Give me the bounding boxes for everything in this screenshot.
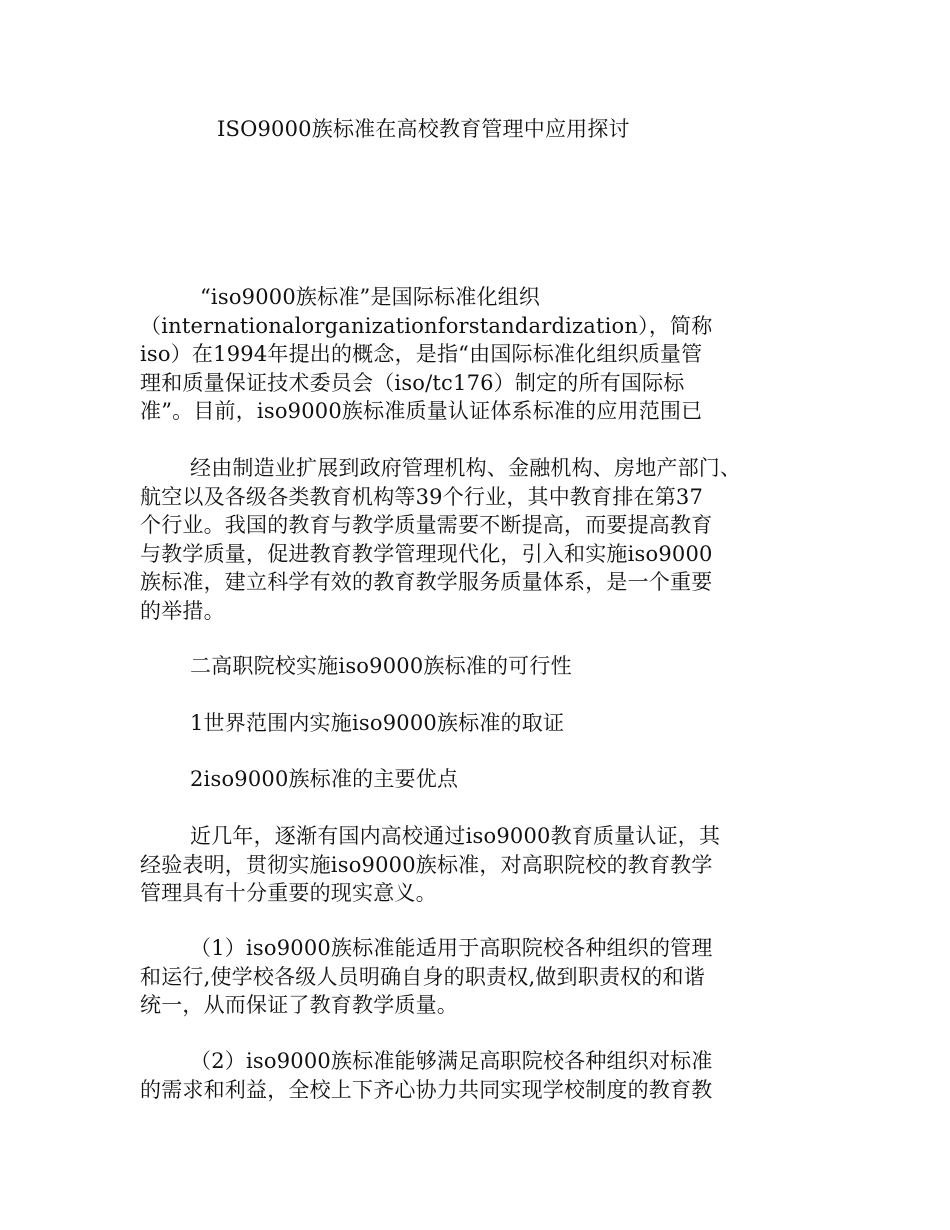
paragraph-line: 统一，从而保证了教育教学质量。 (140, 993, 458, 1018)
paragraph-line: 的举措。 (140, 598, 225, 623)
paragraph-line: 理和质量保证技术委员会（iso/tc176）制定的所有国际标 (140, 370, 685, 395)
paragraph-line: 与教学质量，促进教育教学管理现代化，引入和实施iso9000 (140, 541, 713, 566)
paragraph-line: 族标准，建立科学有效的教育教学服务质量体系，是一个重要 (140, 570, 713, 595)
paragraph-point-two (140, 1047, 830, 1104)
paragraph-line: 经验表明，贯彻实施iso9000族标准，对高职院校的教育教学 (140, 852, 713, 877)
paragraph-line: （internationalorganizationforstandardization），简称 (140, 313, 713, 338)
heading-line: 二高职院校实施iso9000族标准的可行性 (190, 654, 572, 678)
section-heading-global-certification (140, 709, 830, 738)
paragraph-point-one (140, 934, 830, 1020)
paragraph-line: 的需求和利益，全校上下齐心协力共同实现学校制度的教育教 (140, 1077, 713, 1102)
section-heading-main-advantages (140, 765, 830, 794)
paragraph-iso-definition (140, 283, 830, 426)
paragraph-application-scope (140, 454, 830, 626)
paragraph-line: （1）iso9000族标准能适用于高职院校各种组织的管理 (190, 936, 713, 960)
paragraph-line: 和运行,使学校各级人员明确自身的职责权,做到职责权的和谐 (140, 964, 705, 989)
document-title: ISO9000族标准在高校教育管理中应用探讨 (217, 117, 630, 141)
paragraph-line: “iso9000族标准”是国际标准化组织 (200, 285, 541, 309)
paragraph-line: iso）在1994年提出的概念，是指“由国际标准化组织质量管 (140, 342, 703, 367)
paragraph-line: 个行业。我国的教育与教学质量需要不断提高，而要提高教育 (140, 513, 713, 538)
paragraph-line: 航空以及各级各类教育机构等39个行业，其中教育排在第37 (140, 484, 704, 509)
paragraph-line: 近几年，逐渐有国内高校通过iso9000教育质量认证，其 (190, 824, 721, 848)
paragraph-domestic-experience (140, 822, 830, 908)
paragraph-line: 经由制造业扩展到政府管理机构、金融机构、房地产部门、 (190, 456, 742, 480)
paragraph-line: 管理具有十分重要的现实意义。 (140, 881, 437, 906)
heading-line: 2iso9000族标准的主要优点 (190, 767, 459, 791)
paragraph-line: （2）iso9000族标准能够满足高职院校各种组织对标准 (190, 1049, 713, 1073)
section-heading-feasibility (140, 652, 830, 681)
heading-line: 1世界范围内实施iso9000族标准的取证 (190, 711, 565, 735)
paragraph-line: 准”。目前，iso9000族标准质量认证体系标准的应用范围已 (140, 399, 703, 424)
